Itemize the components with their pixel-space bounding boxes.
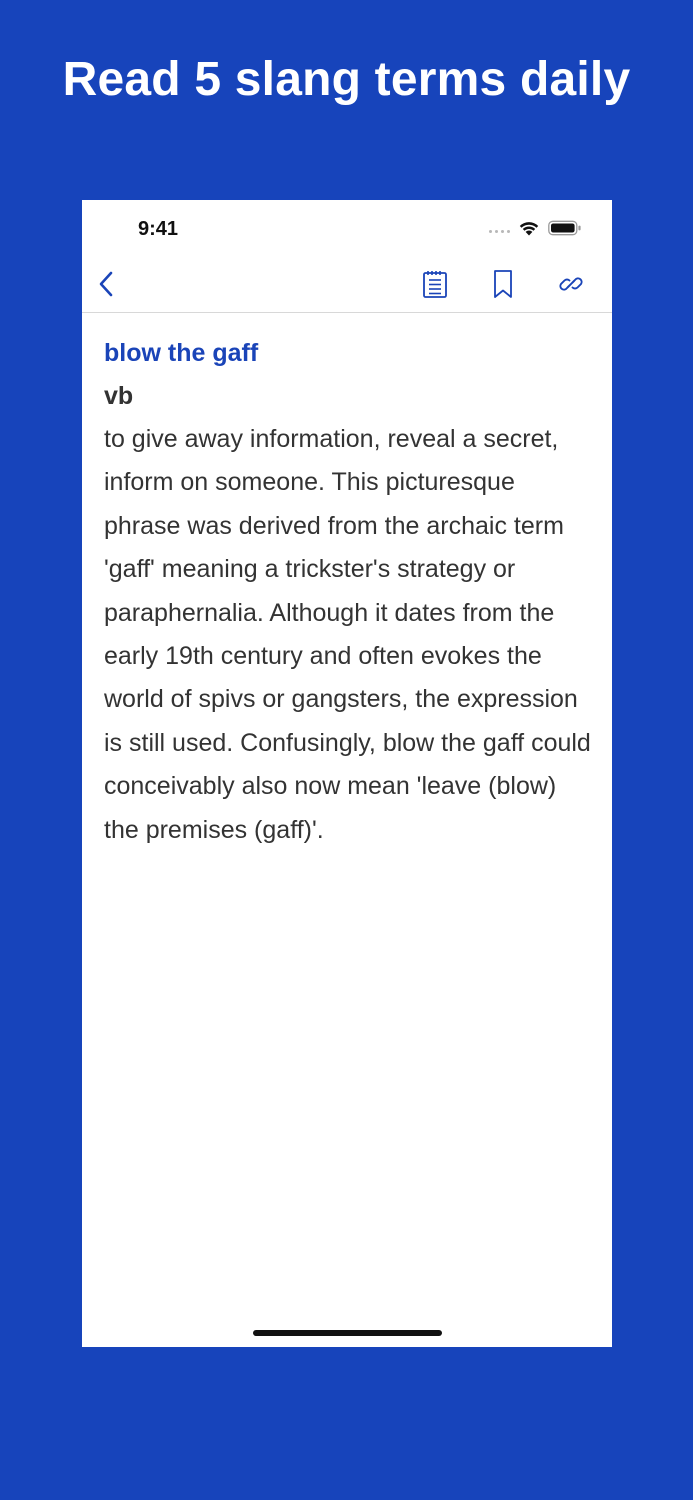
entry-content — [104, 332, 592, 852]
home-indicator[interactable] — [253, 1330, 442, 1336]
battery-icon — [548, 220, 582, 236]
back-button[interactable] — [90, 268, 122, 300]
slang-term: blow the gaff — [104, 339, 259, 367]
link-icon — [556, 269, 586, 299]
signal-icon — [489, 230, 510, 233]
status-time: 9:41 — [138, 218, 179, 240]
share-link-button[interactable] — [555, 268, 587, 300]
wifi-icon — [518, 220, 540, 236]
phone-screen — [82, 200, 612, 1347]
notepad-icon — [422, 269, 448, 299]
notes-button[interactable] — [419, 268, 451, 300]
bookmark-icon — [492, 269, 514, 299]
part-of-speech: vb — [104, 382, 134, 410]
back-chevron-icon — [98, 270, 114, 298]
status-icons — [489, 220, 582, 236]
navigation-bar — [82, 256, 612, 313]
bookmark-button[interactable] — [487, 268, 519, 300]
status-bar — [82, 200, 612, 256]
promo-headline: Read 5 slang terms daily — [62, 53, 631, 106]
definition-text: to give away information, reveal a secret, inform on someone. This picturesque phrase was derived from the archaic term 'gaff' meaning a trickster's strategy or paraphernalia. Although it dates from the early 19th century and often evokes the world of spivs or gangsters, the expression is still used. Confusingly, blow the gaff could conceivably also now mean 'leave (blow) the premises (gaff)'. — [104, 425, 591, 844]
